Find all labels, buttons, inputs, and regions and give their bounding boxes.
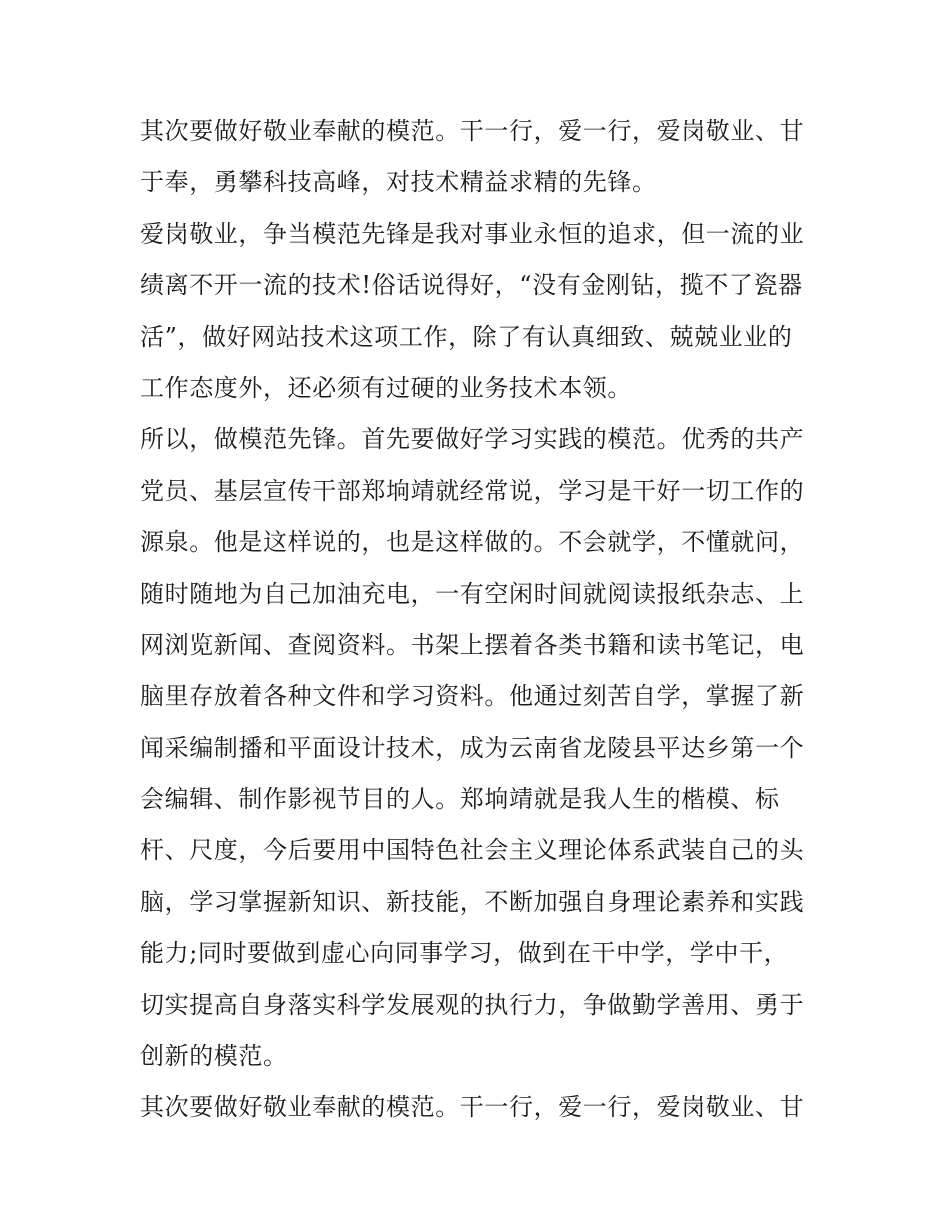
text-line: 随时随地为自己加油充电，一有空闲时间就阅读报纸杂志、上 [140,579,805,608]
text-line: 绩离不开一流的技术!俗话说得好，“没有金刚钻，揽不了瓷器 [140,271,803,300]
text-line: 切实提高自身落实科学发展观的执行力，争做勤学善用、勇于 [140,990,805,1019]
text-line: 于奉，勇攀科技高峰，对技术精益求精的先锋。 [140,168,657,197]
text-line: 脑里存放着各种文件和学习资料。他通过刻苦自学，掌握了新 [140,682,805,711]
text-line: 创新的模范。 [140,1042,288,1071]
text-line: 爱岗敬业，争当模范先锋是我对事业永恒的追求，但一流的业 [140,219,805,248]
text-line: 能力;同时要做到虚心向同事学习，做到在干中学，学中干， [140,939,789,968]
text-line: 所以，做模范先锋。首先要做好学习实践的模范。优秀的共产 [140,425,805,454]
text-line: 工作态度外，还必须有过硬的业务技术本领。 [140,373,632,402]
text-line: 脑，学习掌握新知识、新技能，不断加强自身理论素养和实践 [140,887,805,916]
text-line: 闻采编制播和平面设计技术，成为云南省龙陵县平达乡第一个 [140,733,805,762]
text-line: 源泉。他是这样说的，也是这样做的。不会就学，不懂就问， [140,528,805,557]
text-line: 杆、尺度，今后要用中国特色社会主义理论体系武装自己的头 [140,836,805,865]
document-body [140,106,820,1134]
text-line: 其次要做好敬业奉献的模范。干一行，爱一行，爱岗敬业、甘 [140,117,805,145]
text-line: 党员、基层宣传干部郑垧靖就经常说，学习是干好一切工作的 [140,476,805,505]
text-line: 网浏览新闻、查阅资料。书架上摆着各类书籍和读书笔记，电 [140,630,805,659]
text-line: 活”，做好网站技术这项工作，除了有认真细致、兢兢业业的 [140,322,793,351]
text-line: 其次要做好敬业奉献的模范。干一行，爱一行，爱岗敬业、甘 [140,1093,805,1122]
text-line: 会编辑、制作影视节目的人。郑垧靖就是我人生的楷模、标 [140,785,780,814]
